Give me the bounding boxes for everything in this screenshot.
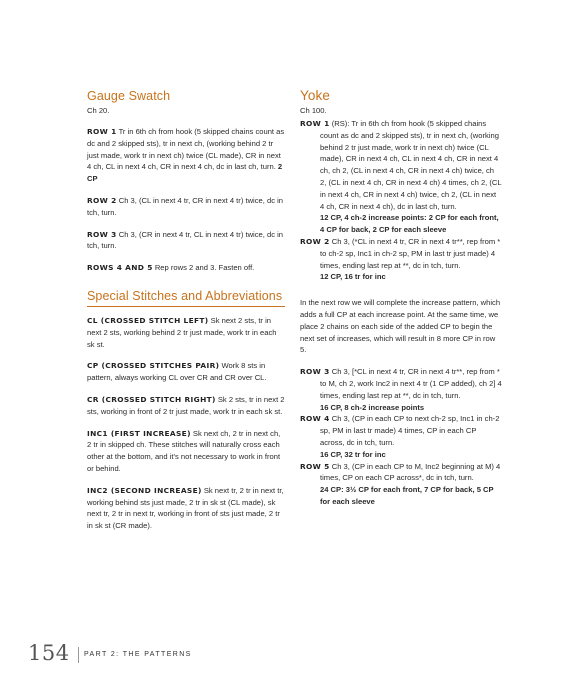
yoke-row-4: ROW 4 Ch 3, (CP in each CP to next ch-2 sp, Inc1 in ch-2 sp, PM in last tr made) 4 times, CP in each CP across, dc in tch, turn.: [300, 414, 500, 447]
gauge-rows-4-5: ROWS 4 AND 5 Rep rows 2 and 3. Fasten off.: [87, 263, 255, 273]
yoke-row-5-result: 24 CP: 3½ CP for each front, 7 CP for back, 5 CP for each sleeve: [320, 485, 494, 506]
right-column: [300, 88, 502, 508]
yoke-heading: Yoke: [300, 88, 330, 103]
gauge-swatch-chain: Ch 20.: [87, 106, 110, 115]
yoke-row-5: ROW 5 Ch 3, (CP in each CP to M, Inc2 beginning at M) 4 times, CP on each CP across*, dc in tch, turn.: [300, 461, 501, 483]
stitch-cl: CL (CROSSED STITCH LEFT) Sk next 2 sts, tr in next 2 sts, working behind 2 tr just made, work tr in each sk st.: [87, 315, 277, 349]
yoke-chain: Ch 100.: [300, 106, 327, 115]
gauge-swatch-heading: Gauge Swatch: [87, 89, 171, 103]
heading-divider: [87, 306, 285, 307]
yoke-row-1: ROW 1 (RS): Tr in 6th ch from hook (5 skipped chains count as dc and 2 skipped sts), tr in next ch, (working behind 2 tr just made, work tr in next ch) twice (CL made), CR in next 4 ch, CL in next 4 ch, CR in next 4 ch, ch 2, (CL in next 4 ch, CR in next 4 ch) twice, ch 2, (CL in next 4 ch, CR in next 4 ch) 4 times, ch 2, (CL in next 4 ch, CR in next 4 ch) twice, ch 2, (CL in next 4 ch, CR in next 4 ch), dc in last ch, turn.: [300, 119, 502, 211]
yoke-row-3-result: 16 CP, 8 ch-2 increase points: [320, 402, 425, 412]
gauge-row-2: ROW 2 Ch 3, (CL in next 4 tr, CR in next 4 tr) twice, dc in tch, turn.: [87, 195, 284, 217]
stitch-cr: CR (CROSSED STITCH RIGHT) Sk 2 sts, tr in next 2 sts, working in front of 2 tr just made, work tr in each sk st.: [87, 394, 285, 416]
yoke-paragraph: In the next row we will complete the increase pattern, which adds a full CP at each increase point. At the same time, we place 2 chains on each side of the added CP to begin the next set of increases, which will result in 8 more CP in row 5.: [300, 298, 501, 355]
special-stitches-heading: Special Stitches and Abbreviations: [87, 288, 283, 303]
footer-divider: [78, 647, 79, 663]
page-number: 154: [28, 641, 70, 665]
left-column: [87, 88, 285, 542]
yoke-row-2-result: 12 CP, 16 tr for inc: [320, 272, 386, 282]
yoke-row-4-result: 16 CP, 32 tr for inc: [320, 449, 386, 459]
part-label: PART 2: THE PATTERNS: [84, 651, 192, 658]
yoke-row-3: ROW 3 Ch 3, [*CL in next 4 tr, CR in next 4 tr**, rep from * to M, ch 2, work Inc2 in next 4 tr (1 CP added), ch 2] 4 times, ending last rep at **, dc in tch, turn.: [300, 367, 502, 400]
stitch-inc2: INC2 (SECOND INCREASE) Sk next tr, 2 tr in next tr, working behind sts just made, 2 tr in sk st (CL made), sk next tr, 2 tr in next tr, working in front of sts just made, 2 tr in sk st (CR made).: [87, 485, 284, 531]
stitch-cp: CP (CROSSED STITCHES PAIR) Work 8 sts in pattern, always working CL over CR and CR over CL.: [87, 361, 267, 383]
yoke-row-1-result: 12 CP, 4 ch-2 increase points: 2 CP for each front, 4 CP for back, 2 CP for each sleeve: [320, 213, 499, 235]
gauge-row-1: ROW 1 Tr in 6th ch from hook (5 skipped chains count as dc and 2 skipped sts), tr in next ch, (working behind 2 tr just made, work tr in next ch) twice (CL made), CR in next 4 ch, CL in next 4 ch, CR in next 4 ch, dc in last ch, turn. 2 CP: [87, 127, 285, 184]
yoke-row-2: ROW 2 Ch 3, (*CL in next 4 tr, CR in next 4 tr**, rep from * to ch-2 sp, Inc1 in ch-2 sp, PM in last tr just made) 4 times, ending last rep at **, dc in tch, turn.: [300, 236, 501, 270]
gauge-row-3: ROW 3 Ch 3, (CR in next 4 tr, CL in next 4 tr) twice, dc in tch, turn.: [87, 229, 284, 251]
stitch-inc1: INC1 (FIRST INCREASE) Sk next ch, 2 tr in next ch, 2 tr in skipped ch. These stitches will naturally cross each other at the bottom, and it's not necessary to work in front or behind.: [87, 428, 281, 473]
